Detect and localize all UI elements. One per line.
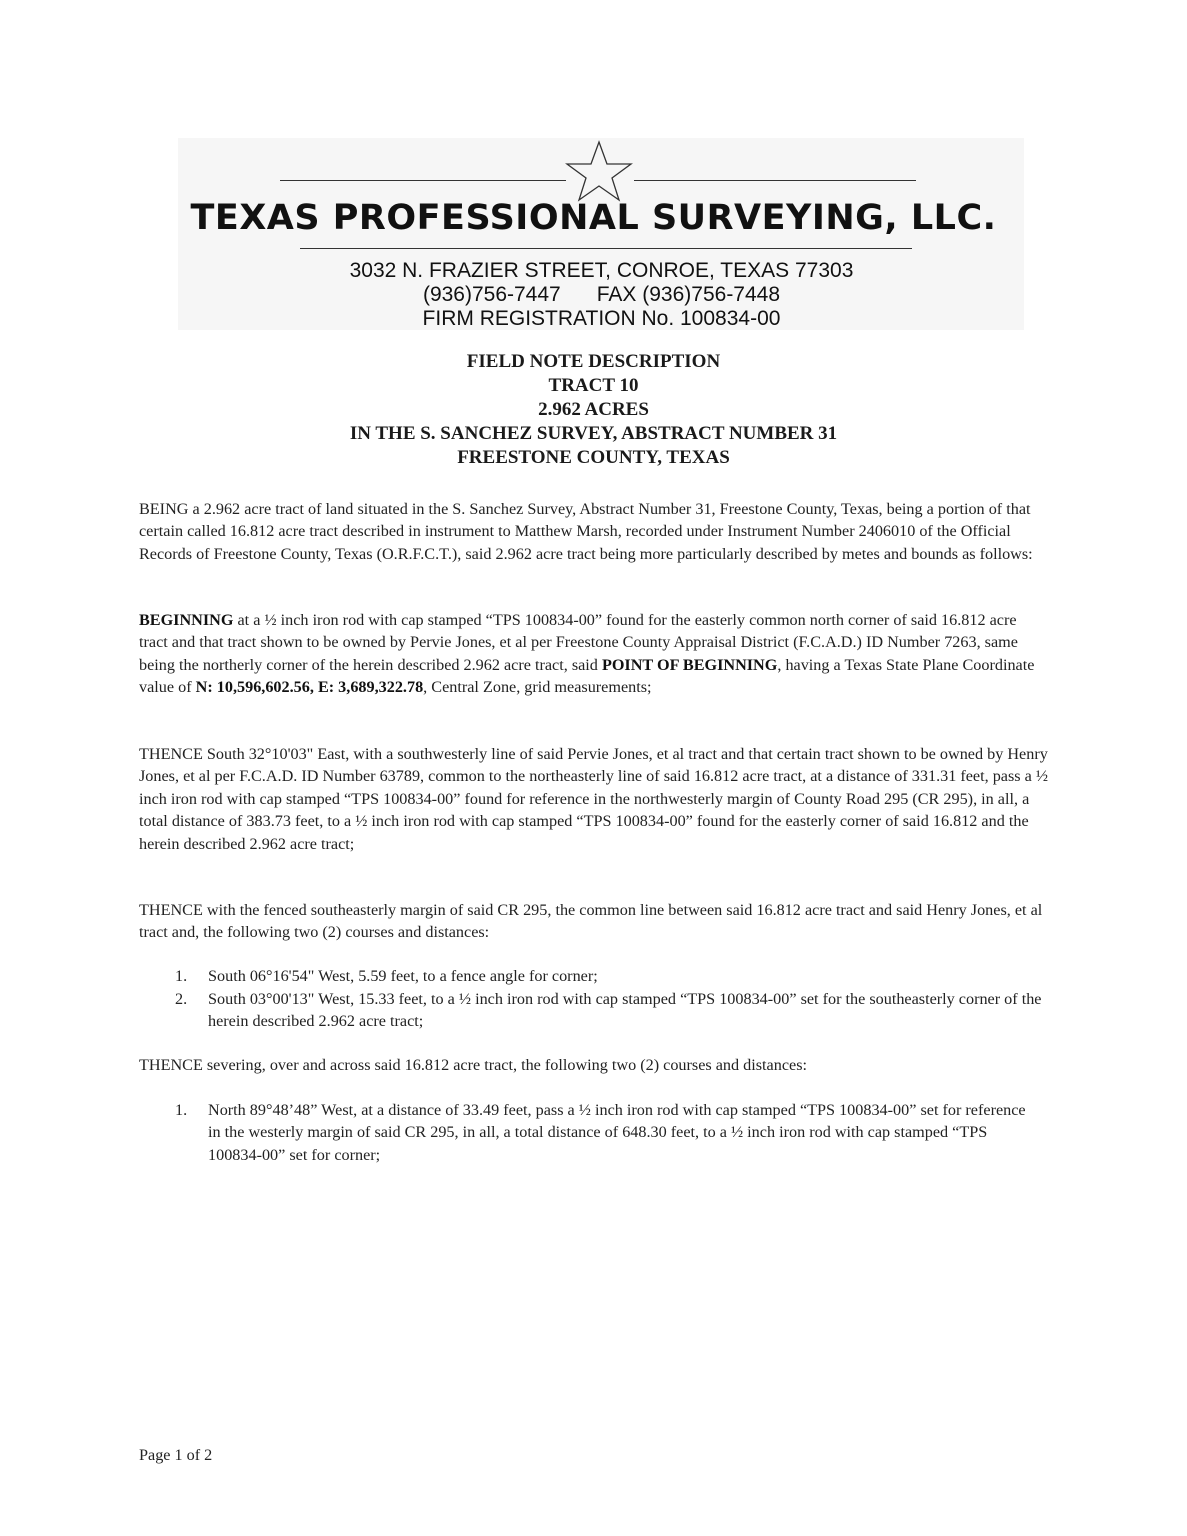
list1-item1-number: 1. bbox=[175, 967, 188, 985]
company-fax: FAX (936)756-7448 bbox=[596, 283, 781, 306]
being-paragraph: BEING a 2.962 acre tract of land situated in the S. Sanchez Survey, Abstract Number 31, Freestone County, Texas, being a portion of that certain called 16.812 acre tract described in instrument to Matthew Marsh, recorded under Instrument Number 2406010 of the Official Records of Freestone County, Texas (O.R.F.C.T.), said 2.962 acre tract being more particularly described by metes and bounds as follows: bbox=[139, 500, 1033, 563]
thence-paragraph-3: THENCE severing, over and across said 16.812 acre tract, the following two (2) courses and distances: bbox=[139, 1056, 807, 1074]
coordinates: N: 10,596,602.56, E: 3,689,322.78 bbox=[195, 678, 424, 697]
beginning-text-1: at a ½ inch iron rod with cap stamped “TPS 100834-00” found for the easterly common north corner of said 16.812 acre tract and that tract shown to be owned by Pervie Jones, et al per Freestone County Appraisal District (F.C.A.D.) ID Number 7263, same being the northerly corner of the herein described 2.962 acre tract, said bbox=[139, 611, 1018, 674]
title-line-1: FIELD NOTE DESCRIPTION bbox=[466, 351, 721, 372]
beginning-text-3: , Central Zone, grid measurements; bbox=[423, 678, 652, 697]
title-line-4: IN THE S. SANCHEZ SURVEY, ABSTRACT NUMBER 31 bbox=[349, 423, 838, 444]
list1-item2-text: South 03°00'13" West, 15.33 feet, to a ½ inch iron rod with cap stamped “TPS 100834-00” set for the southeasterly corner of the herein described 2.962 acre tract; bbox=[208, 990, 1042, 1031]
company-address: 3032 N. FRAZIER STREET, CONROE, TEXAS 77303 bbox=[349, 259, 854, 282]
list2-item1-number: 1. bbox=[175, 1101, 188, 1119]
logo-rule-right bbox=[634, 180, 916, 181]
beginning-label: BEGINNING bbox=[139, 611, 234, 629]
title-line-3: 2.962 ACRES bbox=[538, 399, 649, 420]
list2-item1-text: North 89°48’48” West, at a distance of 33.49 feet, pass a ½ inch iron rod with cap stamped “TPS 100834-00” set for reference in the westerly margin of said CR 295, in all, a total distance of 648.30 feet, to a ½ inch iron rod with cap stamped “TPS 100834-00” set for corner; bbox=[208, 1101, 1026, 1164]
list1-item2-number: 2. bbox=[175, 990, 188, 1008]
document-title bbox=[0, 350, 1187, 470]
thence-paragraph-1: THENCE South 32°10'03" East, with a southwesterly line of said Pervie Jones, et al tract and that certain tract shown to be owned by Henry Jones, et al per F.C.A.D. ID Number 63789, common to the northeasterly line of said 16.812 acre tract, at a distance of 331.31 feet, pass a ½ inch iron rod with cap stamped “TPS 100834-00” found for reference in the northwesterly margin of County Road 295 (CR 295), in all, a total distance of 383.73 feet, to a ½ inch iron rod with cap stamped “TPS 100834-00” found for the easterly corner of said 16.812 and the herein described 2.962 acre tract; bbox=[139, 745, 1049, 853]
page-number: Page 1 of 2 bbox=[139, 1446, 213, 1464]
logo-rule bbox=[280, 140, 916, 200]
title-line-5: FREESTONE COUNTY, TEXAS bbox=[457, 447, 730, 468]
title-line-2: TRACT 10 bbox=[548, 375, 639, 396]
company-phone: (936)756-7447 bbox=[422, 283, 561, 306]
star-icon bbox=[564, 140, 634, 202]
logo-rule-left bbox=[280, 180, 566, 181]
list1-item1-text: South 06°16'54" West, 5.59 feet, to a fence angle for corner; bbox=[208, 967, 598, 985]
point-of-beginning-label: POINT OF BEGINNING bbox=[601, 655, 778, 674]
thence-paragraph-2: THENCE with the fenced southeasterly margin of said CR 295, the common line between said 16.812 acre tract and said Henry Jones, et al tract and, the following two (2) courses and distances: bbox=[139, 901, 1043, 942]
beginning-paragraph bbox=[139, 609, 1049, 699]
company-underline bbox=[300, 248, 912, 249]
company-phone-fax bbox=[0, 283, 1187, 307]
firm-registration: FIRM REGISTRATION No. 100834-00 bbox=[422, 307, 781, 330]
beginning-text-2: , having a Texas State Plane Coordinate value of bbox=[139, 655, 1035, 697]
company-name: TEXAS PROFESSIONAL SURVEYING, LLC. bbox=[190, 198, 997, 238]
